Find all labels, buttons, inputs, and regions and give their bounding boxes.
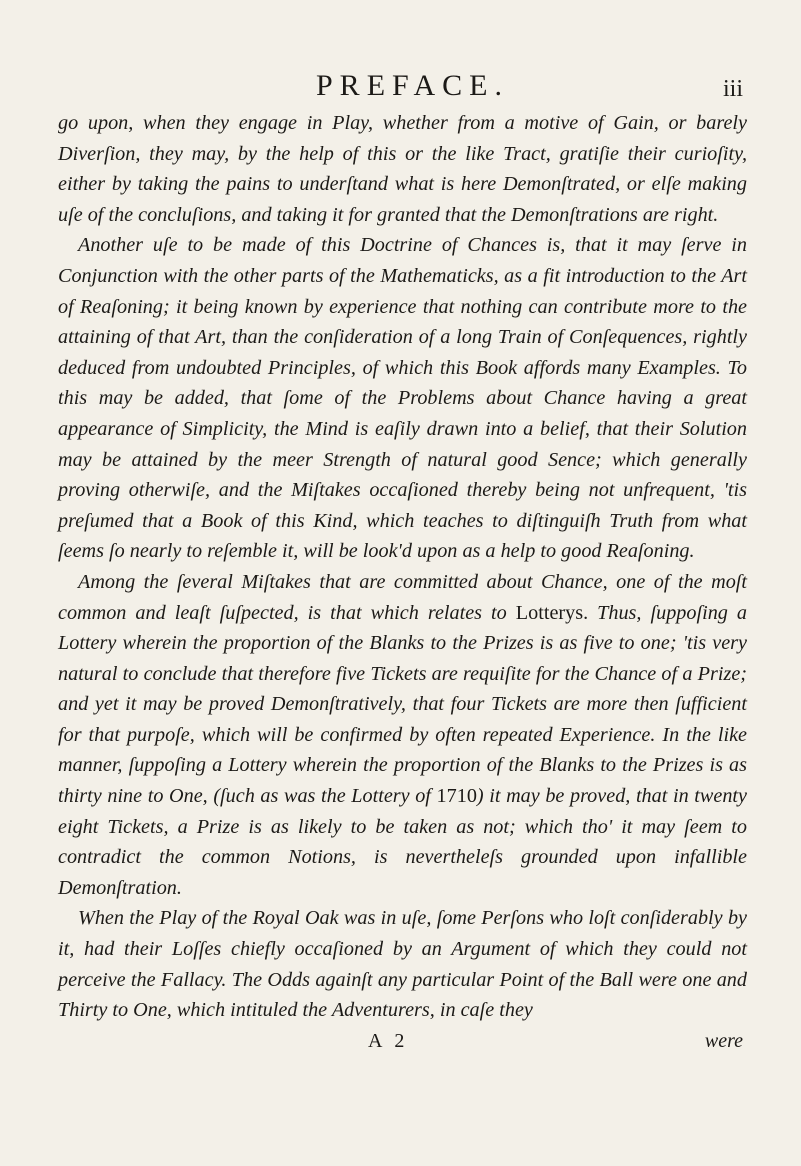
paragraph — [58, 108, 747, 230]
paragraph — [58, 903, 747, 1025]
catchword: were — [704, 1029, 743, 1052]
running-title: PREFACE. — [316, 69, 509, 102]
paragraph — [58, 230, 747, 567]
text-segment: Among the ſeveral Miſtakes that are committed about Chance, one of the moſt common and leaſt ſuſpected, is that which relates to — [58, 570, 747, 624]
text-segment: When the Play of the Royal Oak was in uſe, ſome Perſons who loſt conſiderably by it, had their Loſſes chiefly occaſioned by an Argument of which they could not perceive the Fallacy. The Odds againſt any particular Point of the Ball were one and Thirty to One, which intituled the Adventurers, in caſe they — [58, 907, 747, 1022]
text-segment: ) it may be proved, that in twenty eight Tickets, a Prize is as likely to be taken as not; which tho' it may ſeem to contradict the common Notions, is nevertheleſs grounded upon infallible Demonſtration. — [58, 785, 747, 899]
body-text — [58, 108, 747, 1026]
paragraph — [58, 567, 747, 904]
page-footer — [58, 1026, 747, 1056]
roman-text-segment: Lotterys. — [515, 601, 589, 624]
roman-text-segment: 1710 — [436, 785, 477, 808]
text-segment: go upon, when they engage in Play, whether from a motive of Gain, or barely Diverſion, they may, by the help of this or the like Tract, gratiſie their curioſity, either by taking the pains to underſtand what is here Demonſtrated, or elſe making uſe of the concluſions, and taking it for granted that the Demonſtrations are right. — [58, 112, 747, 226]
text-segment: Another uſe to be made of this Doctrine of Chances is, that it may ſerve in Conjunction with the other parts of the Mathematicks, as a fit introduction to the Art of Reaſoning; it being known by experience that nothing can contribute more to the attaining of that Art, than the conſideration of a long Train of Conſequences, rightly deduced from undoubted Principles, of which this Book affords many Examples. To this may be added, that ſome of the Problems about Chance having a great appearance of Simplicity, the Mind is eaſily drawn into a belief, that their Solution may be attained by the meer Strength of natural good Sence; which generally proving otherwiſe, and the Miſtakes occaſioned thereby being not unfrequent, 'tis preſumed that a Book of this Kind, which teaches to diſtinguiſh Truth from what ſeems ſo nearly to reſemble it, will be look'd upon as a help to good Reaſoning. — [58, 234, 747, 563]
signature-mark: A 2 — [368, 1029, 409, 1052]
page-number: iii — [722, 76, 743, 102]
text-segment: Thus, ſuppoſing a Lottery wherein the proportion of the Blanks to the Prizes is as five to one; 'tis very natural to conclude that therefore five Tickets are requiſite for the Chance of a Prize; and yet it may be proved Demonſtratively, that four Tickets are more then ſufficient for that purpoſe, which will be confirmed by often repeated Experience. In the like manner, ſuppoſing a Lottery wherein the proportion of the Blanks to the Prizes is as thirty nine to One, (ſuch as was the Lottery of — [58, 601, 747, 808]
page-header — [58, 66, 747, 106]
